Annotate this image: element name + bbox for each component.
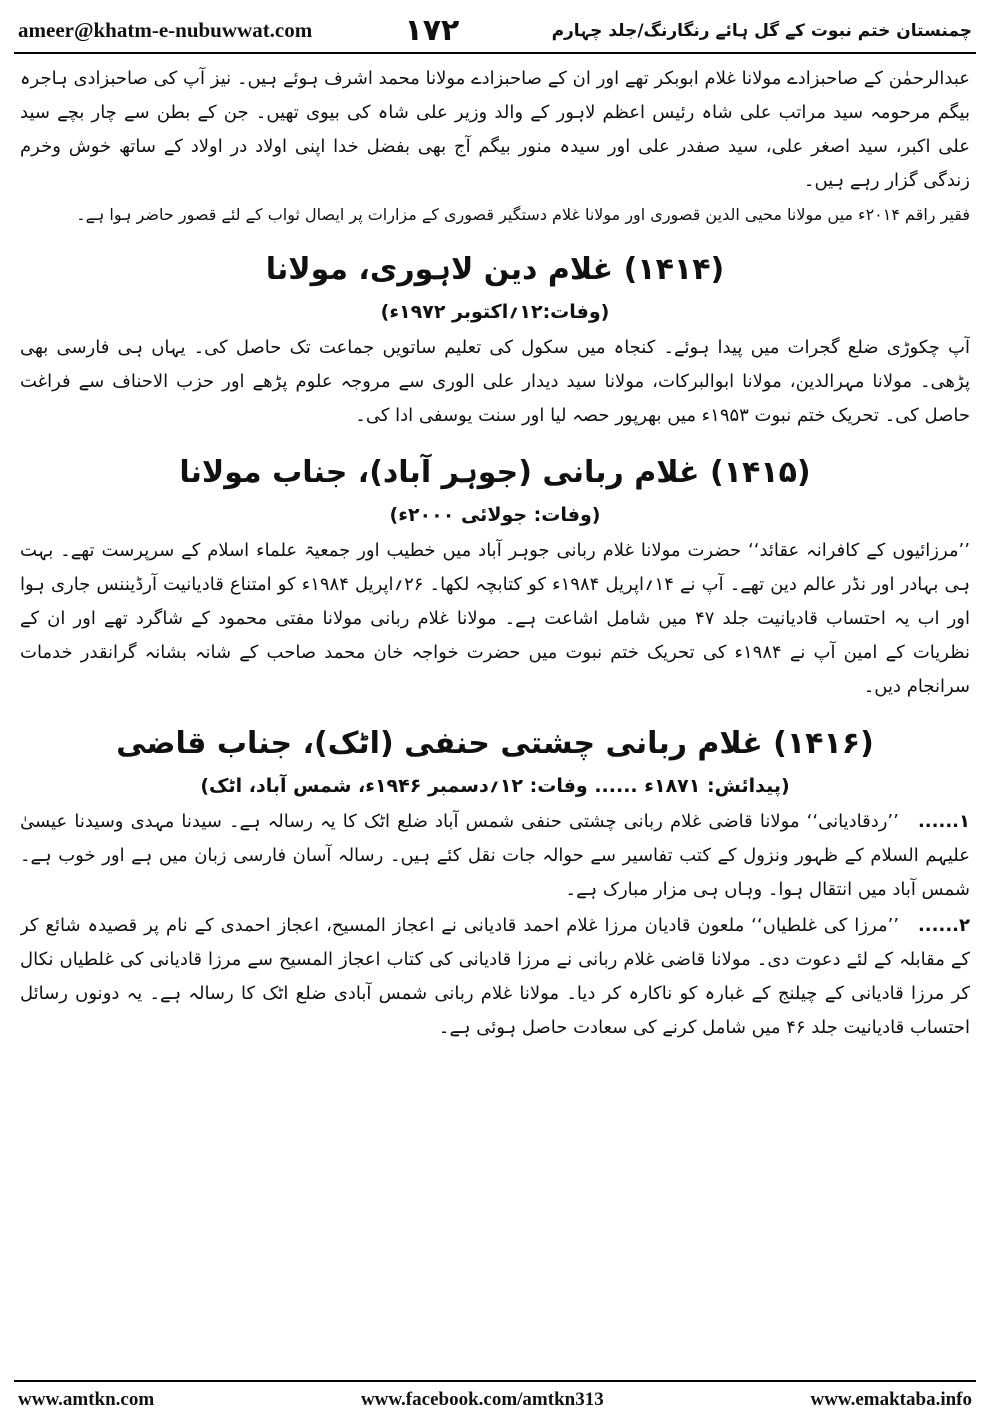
entry-dates: (وفات:۱۲؍اکتوبر ۱۹۷۲ء) [380,301,610,323]
page-header [18,10,972,50]
list-item [20,805,970,907]
page-body [20,62,970,1374]
item-text: ’’مرزا کی غلطیاں‘‘ ملعون قادیان مرزا غلام احمد قادیانی نے اعجاز المسیح، اعجاز احمدی کے نام پر قصیدہ شائع کر کے مقابلہ کے لئے دعوت دی۔ مولانا قاضی غلام ربانی نے مرزا قادیانی کی کتاب اعجاز المسیح سے مرزا قادیانی کی غلطیاں نکال کر مرزا قادیانی کے چیلنج کے غبارہ کو ناکارہ کر دیا۔ مولانا غلام ربانی شمس آبادی ضلع اٹک کا رسالہ ہے۔ یہ دونوں رسائل احتساب قادیانیت جلد ۴۶ میں شامل کرنے کی سعادت حاصل ہوئی ہے۔ [20,915,970,1038]
header-email[interactable]: ameer@khatm-e-nubuwwat.com [18,17,313,42]
intro-paragraph: عبدالرحمٰن کے صاحبزادے مولانا غلام ابوبکر تھے اور ان کے صاحبزادے مولانا محمد اشرف ہوئے ہیں۔ نیز آپ کی صاحبزادی ہاجرہ بیگم مرحومہ سید مراتب علی شاہ رئیس اعظم لاہور کے والد وزیر علی شاہ کی بیوی تھیں۔ جن کے بطن سے چار بچے سید علی اکبر، سید اصغر علی، سید صفدر علی اور سیدہ منور بیگم آج بھی بفضل خدا اپنی اولاد در اولاد کے ساتھ خوش وخرم زندگی گزار رہے ہیں۔ [20,68,970,191]
entry-title: (۱۴۱۴) غلام دین لاہوری، مولانا [265,252,725,287]
footer-divider [14,1380,976,1382]
entry-title: (۱۴۱۶) غلام ربانی چشتی حنفی (اٹک)، جناب قاضی [116,726,874,761]
intro-note: فقیر راقم ۲۰۱۴ء میں مولانا محیی الدین قصوری اور مولانا غلام دستگیر قصوری کے مزارات پر ایصال ثواب کے لئے قصور حاضر ہوا ہے۔ [76,205,970,224]
book-title: چمنستان ختم نبوت کے گل ہائے رنگارنگ/جلد چہارم [551,20,972,41]
item-number: ۲...... [917,915,970,936]
entry-body: ’’مرزائیوں کے کافرانہ عقائد‘‘ حضرت مولانا غلام ربانی جوہر آباد میں خطیب اور جمعیۃ علماء اسلام کے سرپرست تھے۔ بہت ہی بہادر اور نڈر عالم دین تھے۔ آپ نے ۱۴؍اپریل ۱۹۸۴ء کو کتابچہ لکھا۔ ۲۶؍اپریل ۱۹۸۴ء کو امتناع قادیانیت آرڈیننس جاری ہوا اور اب یہ احتساب قادیانیت جلد ۴۷ میں شامل اشاعت ہے۔ مولانا غلام ربانی مولانا مفتی محمود کے شاگرد تھے اور ان کے نظریات کے امین آپ نے ۱۹۸۴ء کی تحریک ختم نبوت میں حضرت خواجہ خان محمد صاحب کے شانہ بشانہ گرانقدر خدمات سرانجام دیں۔ [20,540,970,697]
entry-dates: (پیدائش: ۱۸۷۱ء ...... وفات: ۱۲؍دسمبر ۱۹۴۶ء، شمس آباد، اٹک) [200,775,790,797]
entry-title: (۱۴۱۵) غلام ربانی (جوہر آباد)، جناب مولانا [179,455,811,490]
footer-link-right[interactable]: www.emaktaba.info [810,1389,972,1410]
entry-dates: (وفات: جولائی ۲۰۰۰ء) [389,504,601,526]
list-item [20,909,970,1045]
page-number: ۱۷۲ [404,12,460,48]
item-text: ’’ردقادیانی‘‘ مولانا قاضی غلام ربانی چشتی حنفی شمس آباد ضلع اٹک کا یہ رسالہ ہے۔ سیدنا مہدی وسیدنا عیسیٰ علیہم السلام کے ظہور ونزول کے کتب تفاسیر سے حوالہ جات نقل کئے ہیں۔ رسالہ آسان فارسی زبان میں ہے اور خوب ہے۔ شمس آباد میں انتقال ہوا۔ وہاں ہی مزار مبارک ہے۔ [20,811,970,900]
footer-link-left[interactable]: www.amtkn.com [18,1389,155,1410]
item-number: ۱...... [917,811,970,832]
footer-link-center[interactable]: www.facebook.com/amtkn313 [360,1389,604,1410]
entry-body: آپ چکوڑی ضلع گجرات میں پیدا ہوئے۔ کنجاہ میں سکول کی تعلیم ساتویں جماعت تک حاصل کی۔ یہاں ہی فارسی بھی پڑھی۔ مولانا مہرالدین، مولانا ابوالبرکات، مولانا سید دیدار علی الوری سے مروجہ علوم پڑھے اور حزب الاحناف سے فراغت حاصل کی۔ تحریک ختم نبوت ۱۹۵۳ء میں بھرپور حصہ لیا اور سنت یوسفی ادا کی۔ [20,337,970,426]
page-footer [18,1386,972,1414]
header-divider [14,52,976,54]
